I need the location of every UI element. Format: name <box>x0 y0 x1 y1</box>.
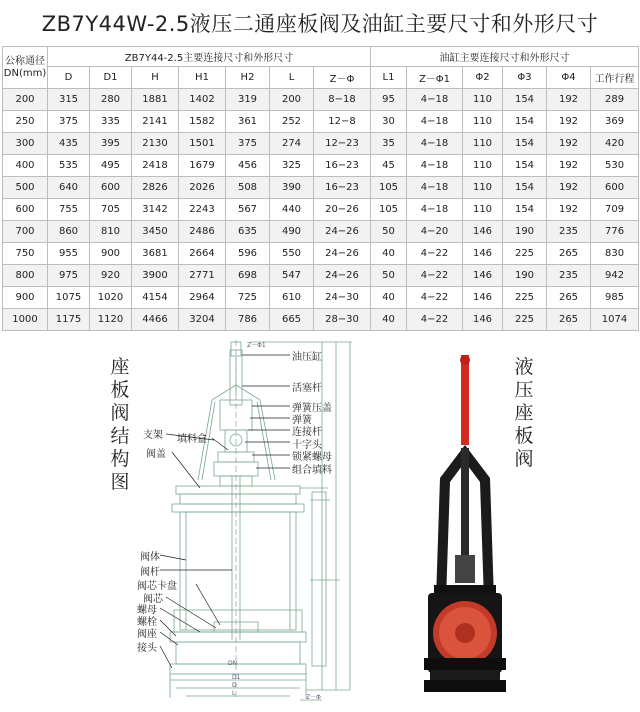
table-cell: 975 <box>48 265 90 287</box>
table-cell: 265 <box>547 287 591 309</box>
column-header: L <box>270 67 314 89</box>
title-char: 座 <box>110 356 130 378</box>
table-cell: 30 <box>371 111 407 133</box>
table-cell: 200 <box>270 89 314 111</box>
table-cell: 2486 <box>179 221 226 243</box>
table-cell: 24−26 <box>314 221 371 243</box>
table-cell: 40 <box>371 243 407 265</box>
label-nut: 螺母 <box>137 605 157 616</box>
table-cell: 110 <box>463 177 503 199</box>
table-cell: 50 <box>371 265 407 287</box>
table-cell: 390 <box>270 177 314 199</box>
table-cell: 192 <box>547 177 591 199</box>
table-cell: 28−30 <box>314 309 371 331</box>
label-piston-rod: 活塞杆 <box>292 383 322 394</box>
table-cell: 265 <box>547 309 591 331</box>
table-cell: 190 <box>503 265 547 287</box>
title-char: 液 <box>514 356 534 378</box>
page-title: ZB7Y44W-2.5液压二通座板阀及油缸主要尺寸和外形尺寸 <box>41 12 599 36</box>
dim-d1: D1 <box>232 674 241 681</box>
table-cell: 3681 <box>132 243 179 265</box>
table-cell: 955 <box>48 243 90 265</box>
label-disc: 阀芯 <box>143 594 163 605</box>
table-cell: 610 <box>270 287 314 309</box>
table-cell: 535 <box>48 155 90 177</box>
group-header-valve: ZB7Y44-2.5主要连接尺寸和外形尺寸 <box>48 47 371 67</box>
table-cell: 20−26 <box>314 199 371 221</box>
table-cell: 146 <box>463 243 503 265</box>
table-cell: 24−26 <box>314 265 371 287</box>
table-cell: 35 <box>371 133 407 155</box>
table-cell: 192 <box>547 111 591 133</box>
label-body: 阀体 <box>140 552 160 563</box>
table-cell: 325 <box>270 155 314 177</box>
dn-cell: 200 <box>3 89 48 111</box>
table-cell: 1020 <box>90 287 132 309</box>
table-cell: 456 <box>226 155 270 177</box>
column-header: H2 <box>226 67 270 89</box>
title-char: 图 <box>110 471 130 493</box>
table-cell: 105 <box>371 199 407 221</box>
table-cell: 698 <box>226 265 270 287</box>
table-cell: 154 <box>503 133 547 155</box>
table-cell: 154 <box>503 177 547 199</box>
table-cell: 3204 <box>179 309 226 331</box>
label-stem: 阀杆 <box>140 567 160 578</box>
label-packing: 组合填料 <box>292 465 332 476</box>
table-cell: 596 <box>226 243 270 265</box>
dn-header-line1: 公称通径 <box>5 55 45 67</box>
table-cell: 154 <box>503 155 547 177</box>
dim-zphi1: Z－Φ1 <box>247 342 266 349</box>
table-cell: 395 <box>90 133 132 155</box>
table-cell: 4−18 <box>407 111 463 133</box>
dim-l: L <box>232 690 236 697</box>
table-cell: 490 <box>270 221 314 243</box>
table-cell: 900 <box>90 243 132 265</box>
table-cell: 600 <box>90 177 132 199</box>
table-cell: 146 <box>463 287 503 309</box>
table-cell: 1074 <box>591 309 639 331</box>
table-cell: 435 <box>48 133 90 155</box>
table-cell: 154 <box>503 199 547 221</box>
label-spring-cover: 弹簧压盖 <box>292 403 332 414</box>
table-cell: 810 <box>90 221 132 243</box>
table-cell: 1501 <box>179 133 226 155</box>
table-cell: 725 <box>226 287 270 309</box>
dn-cell: 700 <box>3 221 48 243</box>
dim-dn: DN <box>228 660 238 667</box>
table-cell: 635 <box>226 221 270 243</box>
table-cell: 110 <box>463 133 503 155</box>
column-header: H <box>132 67 179 89</box>
column-header: Z－Φ1 <box>407 67 463 89</box>
table-cell: 1881 <box>132 89 179 111</box>
table-cell: 550 <box>270 243 314 265</box>
column-header: Φ4 <box>547 67 591 89</box>
table-cell: 2418 <box>132 155 179 177</box>
title-char: 板 <box>514 425 534 447</box>
table-cell: 192 <box>547 133 591 155</box>
table-cell: 830 <box>591 243 639 265</box>
table-cell: 361 <box>226 111 270 133</box>
table-cell: 335 <box>90 111 132 133</box>
table-cell: 225 <box>503 243 547 265</box>
valve-photo <box>424 355 506 692</box>
table-cell: 289 <box>591 89 639 111</box>
table-cell: 24−26 <box>314 243 371 265</box>
table-cell: 45 <box>371 155 407 177</box>
table-cell: 2964 <box>179 287 226 309</box>
dn-cell: 1000 <box>3 309 48 331</box>
table-cell: 369 <box>591 111 639 133</box>
table-cell: 315 <box>48 89 90 111</box>
table-cell: 12−23 <box>314 133 371 155</box>
table-cell: 1402 <box>179 89 226 111</box>
label-disc-chuck: 阀芯卡盘 <box>137 581 177 592</box>
table-cell: 4−20 <box>407 221 463 243</box>
column-header: D <box>48 67 90 89</box>
title-char: 座 <box>514 402 534 424</box>
table-cell: 4154 <box>132 287 179 309</box>
dn-cell: 800 <box>3 265 48 287</box>
dim-d: D <box>232 682 237 689</box>
table-cell: 920 <box>90 265 132 287</box>
label-bonnet: 阀盖 <box>146 449 166 460</box>
table-cell: 709 <box>591 199 639 221</box>
column-header: Z－Φ <box>314 67 371 89</box>
table-cell: 110 <box>463 89 503 111</box>
table-cell: 755 <box>48 199 90 221</box>
dn-cell: 400 <box>3 155 48 177</box>
table-cell: 1175 <box>48 309 90 331</box>
label-hydraulic-cylinder: 油压缸 <box>292 352 322 363</box>
table-cell: 600 <box>591 177 639 199</box>
table-cell: 192 <box>547 155 591 177</box>
table-cell: 192 <box>547 89 591 111</box>
table-cell: 110 <box>463 155 503 177</box>
column-header: H1 <box>179 67 226 89</box>
title-char: 压 <box>514 379 534 401</box>
label-joint: 接头 <box>137 643 157 654</box>
table-cell: 665 <box>270 309 314 331</box>
label-lock-nut: 锁紧螺母 <box>292 452 332 463</box>
table-cell: 40 <box>371 287 407 309</box>
table-cell: 24−30 <box>314 287 371 309</box>
table-cell: 1075 <box>48 287 90 309</box>
table-cell: 860 <box>48 221 90 243</box>
dn-cell: 250 <box>3 111 48 133</box>
table-cell: 319 <box>226 89 270 111</box>
title-char: 板 <box>110 379 130 401</box>
table-cell: 2243 <box>179 199 226 221</box>
dn-cell: 300 <box>3 133 48 155</box>
table-cell: 786 <box>226 309 270 331</box>
table-cell: 420 <box>591 133 639 155</box>
table-cell: 95 <box>371 89 407 111</box>
table-cell: 375 <box>48 111 90 133</box>
dim-zphi: Z－Φ <box>306 694 321 701</box>
table-cell: 280 <box>90 89 132 111</box>
table-cell: 265 <box>547 243 591 265</box>
dn-header-line2: DN(mm) <box>3 67 47 79</box>
table-cell: 154 <box>503 89 547 111</box>
table-cell: 16−23 <box>314 177 371 199</box>
table-cell: 40 <box>371 309 407 331</box>
table-cell: 375 <box>226 133 270 155</box>
table-cell: 530 <box>591 155 639 177</box>
group-header-cylinder: 油缸主要连接尺寸和外形尺寸 <box>371 47 639 67</box>
table-cell: 640 <box>48 177 90 199</box>
table-cell: 110 <box>463 199 503 221</box>
table-cell: 3450 <box>132 221 179 243</box>
table-cell: 4−22 <box>407 309 463 331</box>
table-cell: 146 <box>463 265 503 287</box>
table-cell: 1679 <box>179 155 226 177</box>
label-cross-head: 十字头 <box>292 440 322 451</box>
table-cell: 3142 <box>132 199 179 221</box>
column-header: Φ2 <box>463 67 503 89</box>
table-cell: 4−18 <box>407 177 463 199</box>
table-cell: 495 <box>90 155 132 177</box>
table-cell: 2771 <box>179 265 226 287</box>
table-cell: 4−18 <box>407 155 463 177</box>
table-cell: 3900 <box>132 265 179 287</box>
table-cell: 225 <box>503 309 547 331</box>
table-cell: 705 <box>90 199 132 221</box>
label-bracket: 支架 <box>143 430 163 441</box>
table-cell: 274 <box>270 133 314 155</box>
table-cell: 2826 <box>132 177 179 199</box>
table-cell: 190 <box>503 221 547 243</box>
table-cell: 12−8 <box>314 111 371 133</box>
table-cell: 110 <box>463 111 503 133</box>
table-cell: 1120 <box>90 309 132 331</box>
title-char: 阀 <box>514 448 534 470</box>
table-cell: 154 <box>503 111 547 133</box>
dn-cell: 500 <box>3 177 48 199</box>
table-cell: 2130 <box>132 133 179 155</box>
column-header: D1 <box>90 67 132 89</box>
table-cell: 8−18 <box>314 89 371 111</box>
table-cell: 547 <box>270 265 314 287</box>
label-packing-box: 填料盒 <box>177 434 207 445</box>
table-cell: 776 <box>591 221 639 243</box>
title-char: 结 <box>110 425 130 447</box>
table-cell: 4−22 <box>407 265 463 287</box>
table-cell: 4466 <box>132 309 179 331</box>
table-cell: 235 <box>547 221 591 243</box>
label-bolt: 螺栓 <box>137 617 157 628</box>
table-cell: 4−22 <box>407 243 463 265</box>
table-cell: 4−18 <box>407 133 463 155</box>
table-cell: 192 <box>547 199 591 221</box>
table-cell: 105 <box>371 177 407 199</box>
dn-cell: 900 <box>3 287 48 309</box>
table-cell: 985 <box>591 287 639 309</box>
table-cell: 2664 <box>179 243 226 265</box>
column-header: 工作行程 <box>591 67 639 89</box>
dn-cell: 600 <box>3 199 48 221</box>
label-connecting-rod: 连接杆 <box>292 427 322 438</box>
table-cell: 50 <box>371 221 407 243</box>
label-seat: 阀座 <box>137 629 157 640</box>
column-header: Φ3 <box>503 67 547 89</box>
table-cell: 1582 <box>179 111 226 133</box>
table-cell: 146 <box>463 221 503 243</box>
table-cell: 4−18 <box>407 89 463 111</box>
table-cell: 508 <box>226 177 270 199</box>
table-cell: 235 <box>547 265 591 287</box>
label-spring: 弹簧 <box>292 415 312 426</box>
table-cell: 567 <box>226 199 270 221</box>
table-cell: 2141 <box>132 111 179 133</box>
column-header: L1 <box>371 67 407 89</box>
table-cell: 252 <box>270 111 314 133</box>
table-cell: 440 <box>270 199 314 221</box>
table-cell: 225 <box>503 287 547 309</box>
table-cell: 2026 <box>179 177 226 199</box>
title-char: 阀 <box>110 402 130 424</box>
table-cell: 16−23 <box>314 155 371 177</box>
title-char: 构 <box>110 448 130 470</box>
table-cell: 942 <box>591 265 639 287</box>
table-cell: 4−22 <box>407 287 463 309</box>
table-cell: 4−18 <box>407 199 463 221</box>
table-cell: 146 <box>463 309 503 331</box>
dn-cell: 750 <box>3 243 48 265</box>
